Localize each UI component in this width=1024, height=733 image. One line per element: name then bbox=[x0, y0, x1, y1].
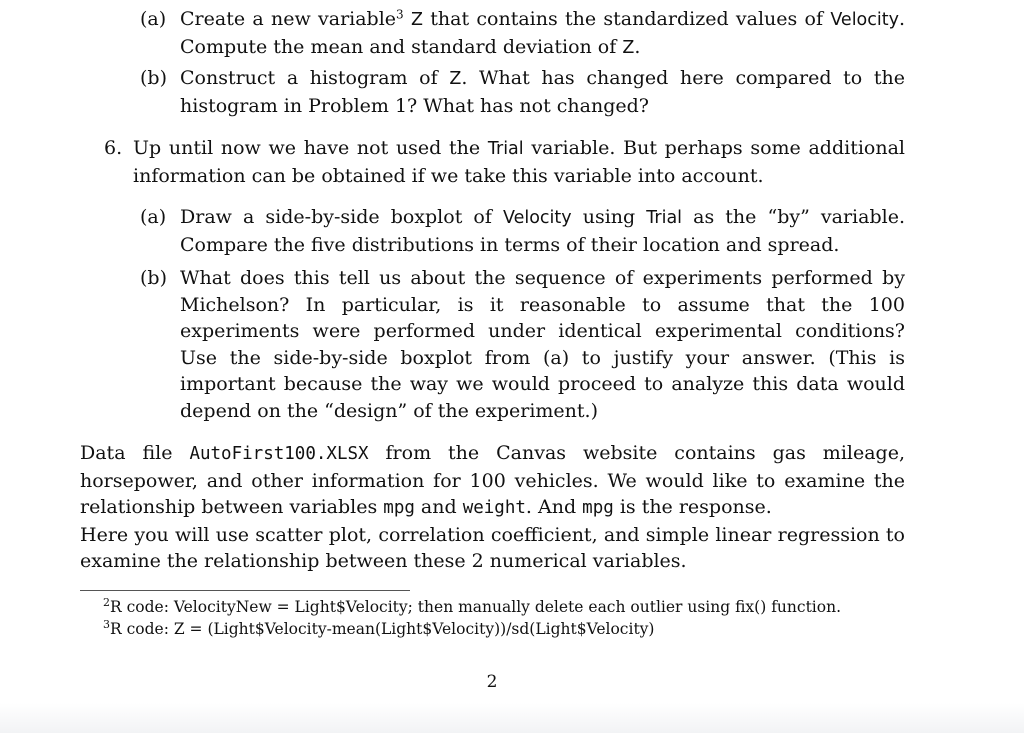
data-file-name: AutoFirst100.XLSX bbox=[189, 444, 369, 464]
footnote-3-text: R code: Z = (Light$Velocity-mean(Light$Velocity))/sd(Light$Velocity) bbox=[110, 620, 655, 638]
item-5a-part2: that contains the standardized values of bbox=[422, 8, 831, 30]
footnote-2-mark: 2 bbox=[103, 595, 110, 609]
item-5a-part4: Compute the mean and standard deviation of bbox=[180, 35, 623, 58]
intro-part1: Data file bbox=[80, 442, 190, 464]
var-z: Z bbox=[449, 69, 462, 89]
viewer-bottom-edge bbox=[0, 703, 1024, 733]
intro-paragraph bbox=[80, 440, 905, 575]
intro-line-2: Here you will use scatter plot, correlation coefficient, and simple linear regression to examine the relationship between these 2 numerical variables. bbox=[80, 523, 905, 572]
item-5a-label: (a) bbox=[140, 8, 167, 30]
item-5b-part2: . What has changed here compared to the histogram in Problem 1? What has not changed? bbox=[180, 67, 905, 117]
page-number: 2 bbox=[486, 672, 498, 692]
item-6a-text bbox=[180, 204, 905, 258]
item-5a-part1: Create a new variable bbox=[180, 8, 397, 30]
intro-part3: and bbox=[414, 496, 463, 518]
var-mpg: mpg bbox=[383, 498, 415, 518]
var-trial: Trial bbox=[487, 139, 524, 159]
var-trial: Trial bbox=[646, 208, 683, 228]
intro-line-1 bbox=[80, 440, 905, 522]
item-6b-text: What does this tell us about the sequence of experiments performed by Michelson? In particular, is it reasonable to assume that the 100 experiments were performed under identical experimental conditions? Use the side-by-side boxplot from (a) to justify your answer. (This is important because the way we would proceed to analyze this data would depend on the “design” of the experiment.) bbox=[180, 267, 905, 422]
var-velocity: Velocity bbox=[502, 208, 572, 228]
item-5b-text bbox=[180, 65, 905, 119]
intro-part4: . And bbox=[525, 496, 583, 518]
problem-6-part2: variable. But perhaps some additional information can be obtained if we take this variable into account. bbox=[133, 137, 905, 187]
var-z: Z bbox=[410, 10, 423, 30]
footnote-divider bbox=[80, 590, 410, 591]
footnote-2 bbox=[103, 597, 841, 618]
footnote-2-text: R code: VelocityNew = Light$Velocity; then manually delete each outlier using fix() function. bbox=[110, 598, 842, 616]
footnote-ref-3[interactable]: 3 bbox=[396, 7, 404, 22]
var-weight: weight bbox=[462, 498, 526, 518]
item-5b-label: (b) bbox=[140, 67, 167, 89]
item-6a-label: (a) bbox=[140, 206, 167, 228]
item-6a-part2: using bbox=[571, 206, 647, 228]
item-6a-part1: Draw a side-by-side boxplot of bbox=[180, 206, 503, 228]
problem-6-number: 6. bbox=[104, 137, 123, 159]
item-6b-label: (b) bbox=[140, 267, 167, 289]
problem-6-text bbox=[133, 135, 905, 189]
item-5a-part3: . bbox=[898, 8, 906, 30]
item-5a-text bbox=[180, 6, 905, 61]
footnote-3-mark: 3 bbox=[103, 617, 110, 631]
intro-part2: from the Canvas website contains gas mileage, horsepower, and other information for 100 vehicles. We would like to examine the relationship between variables bbox=[80, 442, 905, 518]
problem-6-part1: Up until now we have not used the bbox=[133, 137, 488, 159]
item-5a-part5: . bbox=[634, 35, 641, 58]
var-velocity: Velocity bbox=[830, 10, 899, 30]
item-6a-part3: as the “by” variable. Compare the five distributions in terms of their location and spread. bbox=[180, 206, 905, 256]
intro-part5: is the response. bbox=[613, 496, 772, 518]
item-5b-part1: Construct a histogram of bbox=[180, 67, 450, 89]
footnote-3 bbox=[103, 619, 654, 640]
var-z: Z bbox=[622, 37, 635, 58]
var-mpg: mpg bbox=[582, 498, 614, 518]
